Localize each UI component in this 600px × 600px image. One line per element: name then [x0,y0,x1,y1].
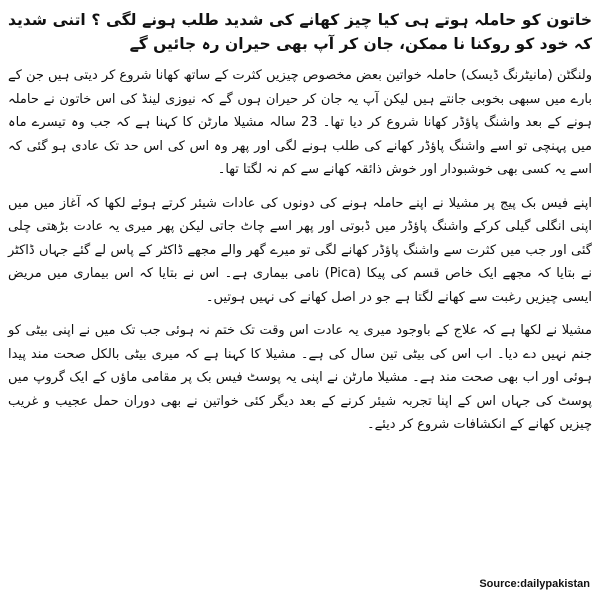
article [8,8,592,447]
article-headline: خاتون کو حاملہ ہوتے ہی کیا چیز کھانے کی شدید طلب ہونے لگی ؟ اتنی شدید کہ خود کو روکنا نا ممکن، جان کر آپ بھی حیران رہ جائیں گے [8,11,592,53]
article-paragraph: ولنگٹن (مانیٹرنگ ڈیسک) حاملہ خواتین بعض مخصوص چیزیں کثرت کے ساتھ کھانا شروع کر دیتی ہیں جن کے بارے میں سبھی بخوبی جانتے ہیں لیکن آپ یہ جان کر حیران ہوں گے کہ نیوزی لینڈ کی اس خاتون نے حاملہ ہونے کے بعد واشنگ پاؤڈر کھانا شروع کر دیا تھا۔ 23 سالہ مشیلا مارٹن کا کہنا ہے کہ جب وہ تیسرے ماہ میں پہنچی تو اسے واشنگ پاؤڈر کھانے کی طلب ہونے لگی اور پھر وہ اس کی اس حد تک عادی ہو گئی کہ اسے یہ کسی بھی خوشبودار اور خوش ذائقہ کھانے سے کم نہ لگتا تھا۔ [8,68,592,177]
article-paragraph: مشیلا نے لکھا ہے کہ علاج کے باوجود میری یہ عادت اس وقت تک ختم نہ ہوئی جب تک میں نے اپنی بیٹی کو جنم نہیں دے دیا۔ اب اس کی بیٹی تین سال کی ہے۔ مشیلا کا کہنا ہے کہ میری بیٹی بالکل صحت مند پیدا ہوئی اور اب بھی صحت مند ہے۔ مشیلا مارٹن نے اپنی یہ پوسٹ فیس بک پر مقامی ماؤں کے ایک گروپ میں پوسٹ کی جہاں اس کے اپنا تجربہ شیئر کرنے کے بعد دیگر کئی خواتین نے بھی دوران حمل عجیب و غریب چیزیں کھانے کے انکشافات شروع کر دیئے۔ [8,323,592,432]
article-paragraph: اپنے فیس بک پیج پر مشیلا نے اپنے حاملہ ہونے کی دونوں کی عادات شیئر کرتے ہوئے لکھا کہ آغاز میں میں اپنی انگلی گیلی کرکے واشنگ پاؤڈر میں ڈبوتی اور پھر اسے چاٹ جاتی لیکن پھر میری یہ عادت بڑھتی چلی گئی اور جب میں کثرت سے واشنگ پاؤڈر کھانے لگی تو میرے گھر والے مجھے ڈاکٹر کے پاس لے گئے جہاں ڈاکٹر نے بتایا کہ مجھے ایک خاص قسم کی پیکا (Pica) نامی بیماری ہے۔ اس نے بتایا کہ اس بیماری میں مریض ایسی چیزیں رغبت سے کھانے لگتا ہے جو در اصل کھانے کی نہیں ہوتیں۔ [8,195,592,305]
source-credit: Source:dailypakistan [479,578,590,590]
